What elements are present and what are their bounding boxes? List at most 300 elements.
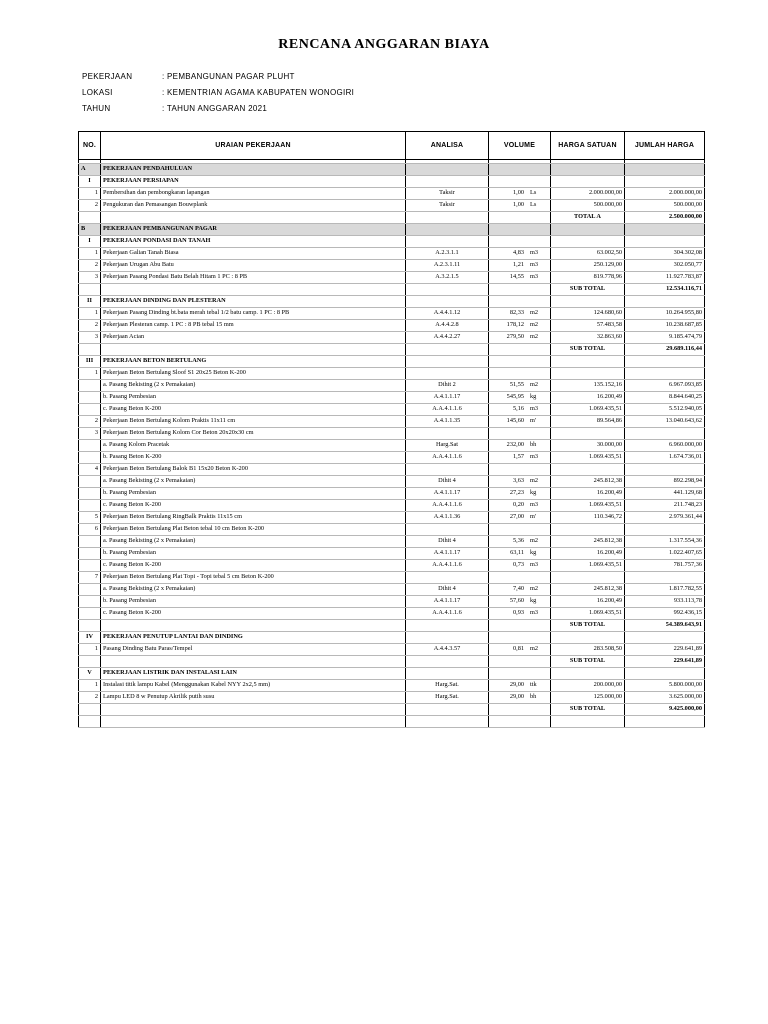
row-volume [489, 500, 551, 512]
row-volume [489, 320, 551, 332]
row-unit-price: 63.002,50 [551, 248, 625, 260]
table-row [79, 368, 705, 380]
table-row [79, 584, 705, 596]
row-number [79, 380, 101, 392]
empty-cell [79, 620, 101, 632]
empty-cell [489, 356, 551, 368]
empty-cell [625, 224, 705, 236]
row-description: Pekerjaan Beton Bertulang Balok B1 15x20 Beton K-200 [101, 464, 406, 476]
empty-cell [489, 236, 551, 248]
volume-value: 29,00 [509, 693, 524, 701]
table-row [79, 260, 705, 272]
row-volume [489, 680, 551, 692]
volume-value: 145,60 [506, 417, 524, 425]
table-row [79, 452, 705, 464]
meta-value: : TAHUN ANGGARAN 2021 [162, 104, 267, 113]
table-row [79, 188, 705, 200]
empty-cell [406, 356, 489, 368]
header-analisa: ANALISA [406, 132, 489, 160]
empty-cell [489, 668, 551, 680]
table-row [79, 500, 705, 512]
row-description: Pekerjaan Galian Tanah Biasa [101, 248, 406, 260]
row-total-price: 229.641,89 [625, 644, 705, 656]
row-number [79, 560, 101, 572]
empty-cell [551, 224, 625, 236]
volume-unit: m3 [530, 405, 539, 413]
empty-cell [489, 284, 551, 296]
row-volume [489, 200, 551, 212]
row-description: a. Pasang Bekisting (2 x Pemakaian) [101, 476, 406, 488]
total-label: SUB TOTAL [551, 620, 625, 632]
row-number [79, 404, 101, 416]
header-jumlah-harga: JUMLAH HARGA [625, 132, 705, 160]
volume-value: 0,20 [512, 501, 524, 509]
row-number: II [79, 296, 101, 308]
row-analisa: A.4.1.1.35 [406, 416, 489, 428]
row-description: Pekerjaan Acian [101, 332, 406, 344]
row-total-price: 2.000.000,00 [625, 188, 705, 200]
blank-row [79, 716, 705, 728]
empty-cell [551, 716, 625, 728]
empty-cell [101, 284, 406, 296]
volume-unit: ttk [530, 681, 537, 689]
total-row [79, 212, 705, 224]
empty-cell [625, 236, 705, 248]
total-amount: 12.534.116,71 [625, 284, 705, 296]
empty-cell [489, 224, 551, 236]
row-unit-price: 283.508,50 [551, 644, 625, 656]
volume-value: 279,50 [506, 333, 524, 341]
empty-cell [101, 656, 406, 668]
empty-cell [625, 356, 705, 368]
row-number: 3 [79, 332, 101, 344]
row-volume [489, 380, 551, 392]
volume-value: 545,95 [506, 393, 524, 401]
volume-value: 7,40 [512, 585, 524, 593]
row-number: 2 [79, 692, 101, 704]
row-unit-price: 125.000,00 [551, 692, 625, 704]
volume-unit: m3 [530, 561, 539, 569]
volume-value: 1,21 [512, 261, 524, 269]
table-row [79, 416, 705, 428]
row-volume [489, 596, 551, 608]
total-amount: 29.689.116,44 [625, 344, 705, 356]
empty-cell [101, 620, 406, 632]
row-volume [489, 368, 551, 380]
row-volume [489, 188, 551, 200]
volume-value: 63,11 [510, 549, 524, 557]
row-description: a. Pasang Bekisting (2 x Pemakaian) [101, 536, 406, 548]
row-unit-price [551, 428, 625, 440]
row-volume [489, 440, 551, 452]
total-amount: 2.500.000,00 [625, 212, 705, 224]
empty-cell [625, 164, 705, 176]
row-unit-price [551, 572, 625, 584]
row-total-price [625, 464, 705, 476]
row-unit-price [551, 464, 625, 476]
row-unit-price: 250.129,00 [551, 260, 625, 272]
table-row [79, 248, 705, 260]
table-row [79, 548, 705, 560]
volume-value: 51,55 [509, 381, 524, 389]
row-analisa [406, 368, 489, 380]
row-total-price: 2.979.361,44 [625, 512, 705, 524]
row-volume [489, 476, 551, 488]
row-description: PEKERJAAN DINDING DAN PLESTERAN [101, 296, 406, 308]
empty-cell [625, 632, 705, 644]
row-analisa [406, 464, 489, 476]
row-analisa: Dihit 4 [406, 584, 489, 596]
row-unit-price: 819.778,96 [551, 272, 625, 284]
table-row [79, 692, 705, 704]
table-row [79, 512, 705, 524]
volume-unit: kg [530, 489, 537, 497]
volume-value: 27,23 [509, 489, 524, 497]
volume-unit: m3 [530, 609, 539, 617]
empty-cell [551, 356, 625, 368]
empty-cell [79, 716, 101, 728]
table-header-row [79, 132, 705, 160]
row-unit-price: 57.483,58 [551, 320, 625, 332]
row-number [79, 596, 101, 608]
table-row [79, 380, 705, 392]
row-volume [489, 464, 551, 476]
table-row [79, 272, 705, 284]
table-row [79, 488, 705, 500]
row-unit-price [551, 368, 625, 380]
row-number [79, 488, 101, 500]
row-description: b. Pasang Pembesian [101, 548, 406, 560]
row-description: c. Pasang Beton K-200 [101, 560, 406, 572]
empty-cell [406, 176, 489, 188]
empty-cell [406, 656, 489, 668]
table-row [79, 404, 705, 416]
row-volume [489, 272, 551, 284]
volume-value: 0,81 [512, 645, 524, 653]
volume-value: 14,55 [509, 273, 524, 281]
empty-cell [101, 704, 406, 716]
total-label: TOTAL A [551, 212, 625, 224]
row-total-price [625, 368, 705, 380]
table-row [79, 608, 705, 620]
empty-cell [625, 668, 705, 680]
group-row [79, 632, 705, 644]
row-unit-price: 500.000,00 [551, 200, 625, 212]
volume-value: 27,00 [509, 513, 524, 521]
row-number [79, 536, 101, 548]
row-description: Pekerjaan Beton Bertulang Plat Beton tebal 10 cm Beton K-200 [101, 524, 406, 536]
volume-unit: m3 [530, 501, 539, 509]
volume-unit: kg [530, 597, 537, 605]
table-row [79, 476, 705, 488]
row-unit-price: 1.069.435,51 [551, 608, 625, 620]
row-volume [489, 560, 551, 572]
meta-value: : PEMBANGUNAN PAGAR PLUHT [162, 72, 295, 81]
empty-cell [489, 656, 551, 668]
row-description: Pekerjaan Urugan Abu Batu [101, 260, 406, 272]
row-unit-price: 1.069.435,51 [551, 404, 625, 416]
row-analisa: A.4.1.1.17 [406, 596, 489, 608]
row-analisa: A.4.4.2.27 [406, 332, 489, 344]
volume-value: 1,00 [512, 201, 524, 209]
row-analisa [406, 428, 489, 440]
group-row [79, 356, 705, 368]
empty-cell [79, 344, 101, 356]
row-analisa: A.A.4.1.1.6 [406, 500, 489, 512]
row-volume [489, 536, 551, 548]
volume-unit: kg [530, 549, 537, 557]
row-description: c. Pasang Beton K-200 [101, 404, 406, 416]
row-analisa: Taksir [406, 200, 489, 212]
row-total-price: 992.436,15 [625, 608, 705, 620]
row-description: b. Pasang Beton K-200 [101, 452, 406, 464]
row-total-price: 302.050,77 [625, 260, 705, 272]
empty-cell [406, 212, 489, 224]
table-row [79, 308, 705, 320]
row-volume [489, 584, 551, 596]
row-analisa: Taksir [406, 188, 489, 200]
empty-cell [551, 176, 625, 188]
volume-value: 5,16 [512, 405, 524, 413]
row-description: Pengukuran dan Pemasangan Bouwplank [101, 200, 406, 212]
volume-value: 0,73 [512, 561, 524, 569]
table-row [79, 644, 705, 656]
header-harga-satuan: HARGA SATUAN [551, 132, 625, 160]
volume-value: 178,12 [506, 321, 524, 329]
row-number: III [79, 356, 101, 368]
empty-cell [489, 620, 551, 632]
table-row [79, 332, 705, 344]
row-volume [489, 692, 551, 704]
row-description: Lampu LED 8 w Penutup Akrilik putih susu [101, 692, 406, 704]
empty-cell [551, 632, 625, 644]
table-row [79, 572, 705, 584]
empty-cell [79, 284, 101, 296]
empty-cell [489, 212, 551, 224]
empty-cell [406, 236, 489, 248]
total-row [79, 344, 705, 356]
row-analisa: Dihit 4 [406, 476, 489, 488]
row-number: 1 [79, 248, 101, 260]
row-description: Instalasi titik lampu Kabel (Menggunakan Kabel NYY 2x2,5 mm) [101, 680, 406, 692]
document-title: RENCANA ANGGARAN BIAYA [278, 37, 490, 52]
row-analisa: Dihit 2 [406, 380, 489, 392]
volume-value: 29,00 [509, 681, 524, 689]
row-number [79, 548, 101, 560]
volume-unit: Ls [530, 189, 537, 197]
table-row [79, 200, 705, 212]
row-number [79, 452, 101, 464]
row-description: b. Pasang Pembesian [101, 392, 406, 404]
total-row [79, 656, 705, 668]
empty-cell [101, 716, 406, 728]
row-analisa [406, 524, 489, 536]
row-analisa: A.A.4.1.1.6 [406, 608, 489, 620]
row-total-price: 304.302,08 [625, 248, 705, 260]
row-unit-price: 2.000.000,00 [551, 188, 625, 200]
empty-cell [101, 344, 406, 356]
row-unit-price: 30.000,00 [551, 440, 625, 452]
row-volume [489, 416, 551, 428]
row-analisa: A.4.4.1.12 [406, 308, 489, 320]
total-label: SUB TOTAL [551, 704, 625, 716]
row-total-price: 892.298,94 [625, 476, 705, 488]
row-description: PEKERJAAN PONDASI DAN TANAH [101, 236, 406, 248]
total-row [79, 284, 705, 296]
row-unit-price [551, 524, 625, 536]
row-unit-price: 16.200,49 [551, 596, 625, 608]
row-number [79, 500, 101, 512]
total-label: SUB TOTAL [551, 284, 625, 296]
total-row [79, 704, 705, 716]
volume-unit: kg [530, 393, 537, 401]
table-row [79, 524, 705, 536]
row-description: Pekerjaan Beton Bertulang Kolom Cor Beton 20x20x30 cm [101, 428, 406, 440]
row-number [79, 440, 101, 452]
row-volume [489, 428, 551, 440]
row-unit-price: 245.812,38 [551, 476, 625, 488]
empty-cell [625, 296, 705, 308]
row-total-price: 441.129,68 [625, 488, 705, 500]
row-unit-price: 245.812,38 [551, 584, 625, 596]
section-row [79, 224, 705, 236]
volume-value: 1,57 [512, 453, 524, 461]
empty-cell [489, 704, 551, 716]
row-analisa: A.4.1.1.17 [406, 548, 489, 560]
row-volume [489, 248, 551, 260]
volume-value: 1,00 [512, 189, 524, 197]
row-analisa: A.4.1.1.17 [406, 488, 489, 500]
empty-cell [489, 296, 551, 308]
row-volume [489, 308, 551, 320]
meta-value: : KEMENTRIAN AGAMA KABUPATEN WONOGIRI [162, 88, 354, 97]
row-analisa [406, 572, 489, 584]
row-analisa: Harg.Sat [406, 440, 489, 452]
volume-unit: m3 [530, 261, 539, 269]
row-unit-price: 89.564,86 [551, 416, 625, 428]
total-amount: 9.425.000,00 [625, 704, 705, 716]
row-volume [489, 644, 551, 656]
empty-cell [489, 344, 551, 356]
empty-cell [489, 176, 551, 188]
row-description: Pekerjaan Beton Bertulang Kolom Praktis 11x11 cm [101, 416, 406, 428]
total-label: SUB TOTAL [551, 656, 625, 668]
row-number [79, 608, 101, 620]
table-row [79, 440, 705, 452]
row-analisa: Harg.Sat. [406, 692, 489, 704]
empty-cell [551, 236, 625, 248]
row-description: PEKERJAAN BETON BERTULANG [101, 356, 406, 368]
empty-cell [625, 176, 705, 188]
row-description: Pekerjaan Plesteran camp. 1 PC : 8 PB tebal 15 mm [101, 320, 406, 332]
empty-cell [101, 212, 406, 224]
group-row [79, 236, 705, 248]
group-row [79, 296, 705, 308]
volume-value: 5,36 [512, 537, 524, 545]
row-total-price: 10.264.955,80 [625, 308, 705, 320]
row-number: 2 [79, 416, 101, 428]
budget-table [78, 131, 705, 728]
volume-value: 57,60 [509, 597, 524, 605]
group-row [79, 176, 705, 188]
total-row [79, 620, 705, 632]
row-total-price: 933.113,78 [625, 596, 705, 608]
empty-cell [489, 716, 551, 728]
row-total-price: 6.960.000,00 [625, 440, 705, 452]
row-number: 3 [79, 272, 101, 284]
volume-value: 232,00 [506, 441, 524, 449]
row-number [79, 584, 101, 596]
row-analisa: A.4.4.2.8 [406, 320, 489, 332]
row-volume [489, 572, 551, 584]
row-number: 2 [79, 260, 101, 272]
row-description: Pasang Dinding Batu Paras/Tempel [101, 644, 406, 656]
empty-cell [406, 344, 489, 356]
volume-value: 4,83 [512, 249, 524, 257]
row-analisa: A.2.3.1.1 [406, 248, 489, 260]
empty-cell [406, 704, 489, 716]
table-row [79, 464, 705, 476]
row-number: B [79, 224, 101, 236]
group-row [79, 668, 705, 680]
row-volume [489, 332, 551, 344]
volume-unit: m' [530, 417, 537, 425]
row-total-price: 11.927.783,87 [625, 272, 705, 284]
row-total-price: 3.625.000,00 [625, 692, 705, 704]
row-number: 1 [79, 308, 101, 320]
row-number: 1 [79, 644, 101, 656]
row-description: a. Pasang Bekisting (2 x Pemakaian) [101, 380, 406, 392]
row-total-price [625, 524, 705, 536]
row-analisa: Dihit 4 [406, 536, 489, 548]
volume-unit: bh [530, 693, 537, 701]
empty-cell [79, 212, 101, 224]
header-uraian: URAIAN PEKERJAAN [101, 132, 406, 160]
row-analisa: A.3.2.1.5 [406, 272, 489, 284]
row-number: 2 [79, 320, 101, 332]
row-volume [489, 392, 551, 404]
volume-unit: bh [530, 441, 537, 449]
row-total-price: 781.757,36 [625, 560, 705, 572]
row-analisa: A.2.3.1.11 [406, 260, 489, 272]
empty-cell [551, 668, 625, 680]
empty-cell [406, 224, 489, 236]
row-analisa: Harg.Sat. [406, 680, 489, 692]
row-unit-price: 16.200,49 [551, 392, 625, 404]
volume-unit: m3 [530, 249, 539, 257]
row-unit-price: 1.069.435,51 [551, 560, 625, 572]
row-total-price: 5.512.940,05 [625, 404, 705, 416]
row-number: I [79, 176, 101, 188]
row-number: 1 [79, 188, 101, 200]
row-description: Pekerjaan Beton Bertulang Sloof S1 20x25 Beton K-200 [101, 368, 406, 380]
row-volume [489, 452, 551, 464]
row-analisa: A.4.1.1.17 [406, 392, 489, 404]
volume-value: 82,33 [509, 309, 524, 317]
header-volume: VOLUME [489, 132, 551, 160]
row-description: b. Pasang Pembesian [101, 488, 406, 500]
row-volume [489, 488, 551, 500]
row-number: 1 [79, 368, 101, 380]
empty-cell [406, 296, 489, 308]
empty-cell [551, 296, 625, 308]
row-unit-price: 245.812,38 [551, 536, 625, 548]
volume-unit: m' [530, 513, 537, 521]
volume-unit: m3 [530, 273, 539, 281]
row-number: A [79, 164, 101, 176]
row-number [79, 392, 101, 404]
row-total-price: 1.022.407,65 [625, 548, 705, 560]
